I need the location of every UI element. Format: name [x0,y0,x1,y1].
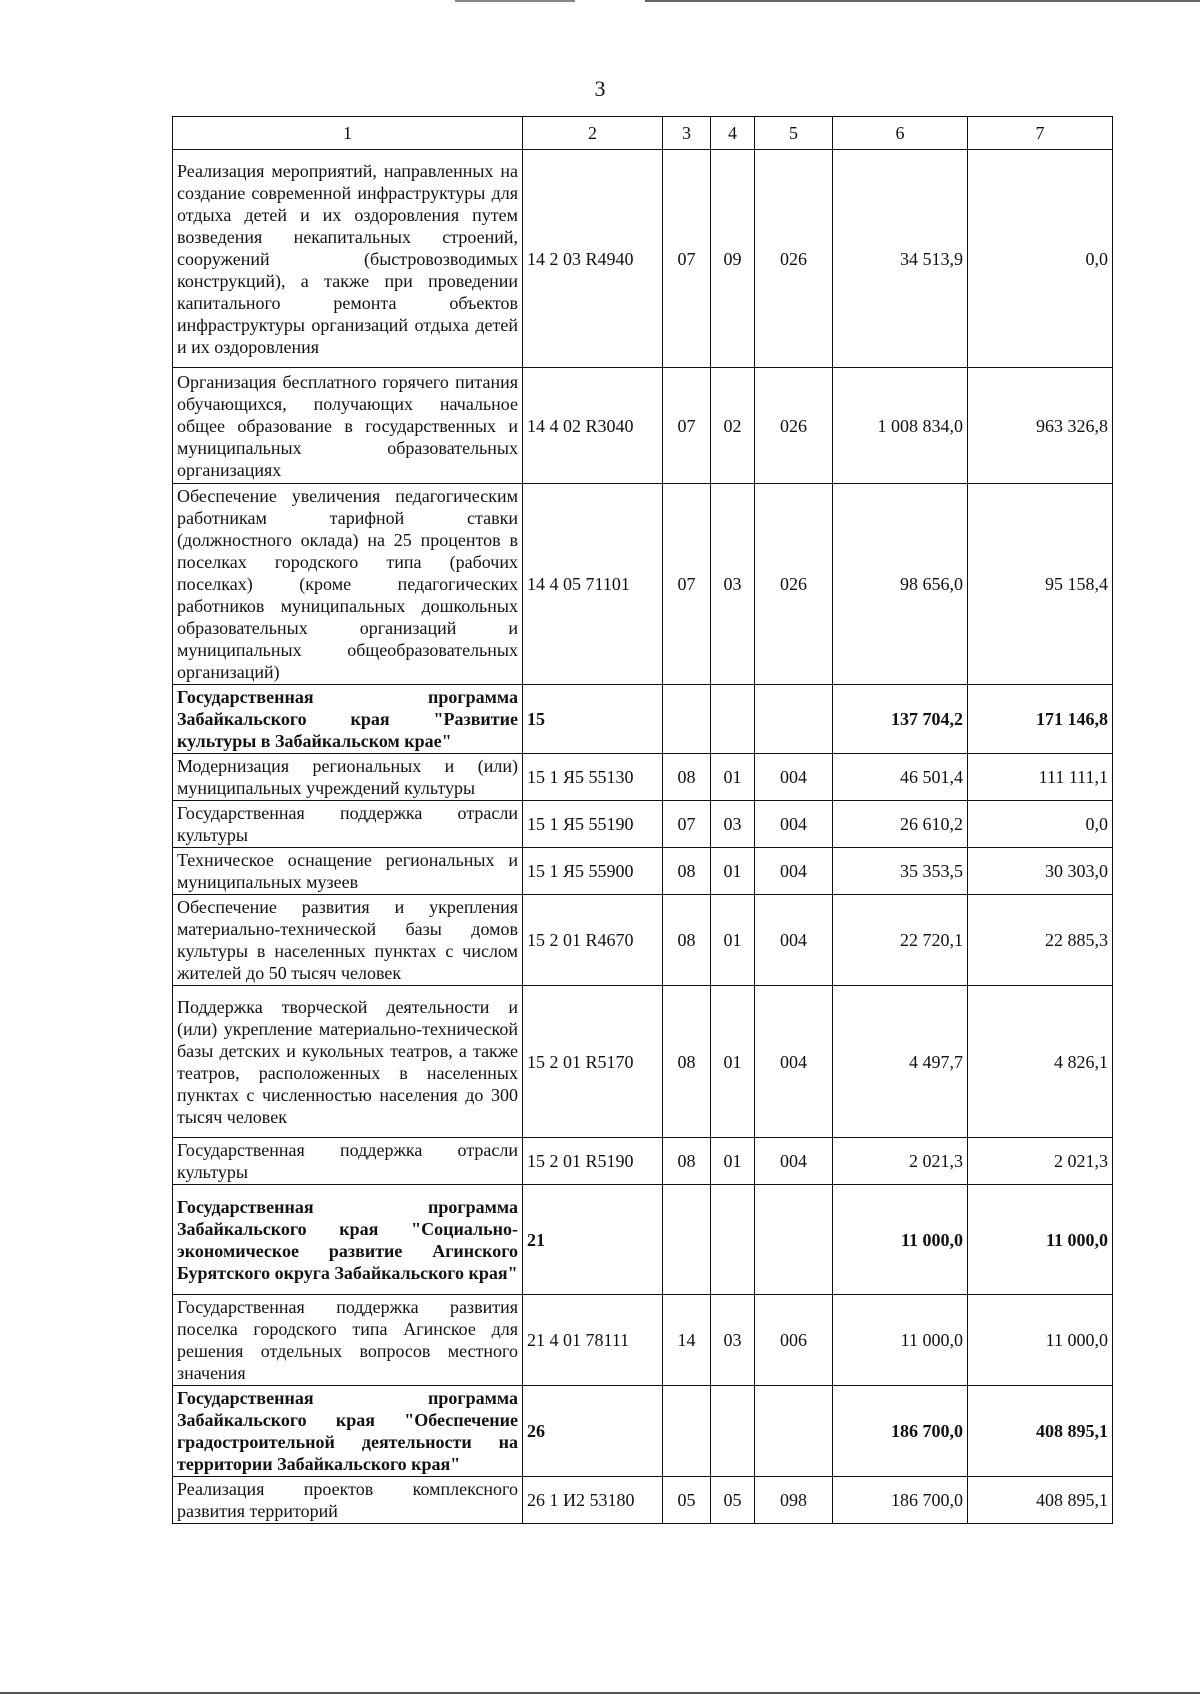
row-amount-cell: 186 700,0 [833,1386,968,1477]
row-name-cell: Государственная программа Забайкальского края "Социально-экономическое развитие Агинского Бурятского округа Забайкальского края" [173,1185,523,1295]
row-name-cell: Государственная программа Забайкальского края "Обеспечение градостроительной деятельности на территории Забайкальского края" [173,1386,523,1477]
table-row [173,1185,1113,1295]
row-section-cell: 08 [663,895,711,986]
row-amount-next-cell: 95 158,4 [968,484,1113,685]
table-row [173,801,1113,848]
row-section-cell: 08 [663,754,711,801]
row-expense-type-cell: 006 [755,1295,833,1386]
row-code-cell: 14 4 02 R3040 [523,368,663,484]
table-row [173,1386,1113,1477]
row-section-cell: 07 [663,368,711,484]
table-row [173,484,1113,685]
table-row [173,1138,1113,1185]
row-subsection-cell: 03 [711,484,755,685]
row-expense-type-cell: 004 [755,895,833,986]
scan-artifact-top-right [645,0,1200,2]
row-subsection-cell: 09 [711,150,755,368]
table-row [173,754,1113,801]
row-name-cell: Государственная поддержка развития поселка городского типа Агинское для решения отдельных вопросов местного значения [173,1295,523,1386]
row-amount-cell: 137 704,2 [833,685,968,754]
row-subsection-cell: 01 [711,986,755,1138]
row-amount-next-cell: 30 303,0 [968,848,1113,895]
row-code-cell: 15 2 01 R5190 [523,1138,663,1185]
page-number: 3 [594,76,606,101]
row-code-cell: 15 1 Я5 55190 [523,801,663,848]
row-name-cell: Организация бесплатного горячего питания обучающихся, получающих начальное общее образование в государственных и муниципальных образовательных организациях [173,368,523,484]
row-subsection-cell: 01 [711,895,755,986]
row-subsection-cell: 03 [711,1295,755,1386]
table-row [173,848,1113,895]
row-amount-cell: 46 501,4 [833,754,968,801]
row-expense-type-cell: 004 [755,754,833,801]
row-amount-next-cell: 11 000,0 [968,1295,1113,1386]
row-name-cell: Обеспечение развития и укрепления материально-технической базы домов культуры в населенных пунктах с числом жителей до 50 тысяч человек [173,895,523,986]
row-section-cell: 05 [663,1477,711,1524]
row-amount-cell: 4 497,7 [833,986,968,1138]
row-name-cell: Обеспечение увеличения педагогическим работникам тарифной ставки (должностного оклада) на 25 процентов в поселках городского типа (рабочих поселках) (кроме педагогических работников муниципальных дошкольных образовательных организаций и муниципальных общеобразовательных организаций) [173,484,523,685]
row-section-cell: 08 [663,986,711,1138]
scan-artifact-bottom [0,1692,1200,1694]
row-expense-type-cell [755,1185,833,1295]
row-name-cell: Реализация проектов комплексного развития территорий [173,1477,523,1524]
row-subsection-cell [711,685,755,754]
row-subsection-cell: 03 [711,801,755,848]
row-expense-type-cell: 026 [755,150,833,368]
row-amount-cell: 2 021,3 [833,1138,968,1185]
row-amount-next-cell: 11 000,0 [968,1185,1113,1295]
row-code-cell: 26 [523,1386,663,1477]
column-header: 2 [523,117,663,150]
row-section-cell [663,1386,711,1477]
table-body [173,150,1113,1524]
row-code-cell: 21 [523,1185,663,1295]
row-amount-cell: 186 700,0 [833,1477,968,1524]
row-amount-cell: 34 513,9 [833,150,968,368]
row-section-cell: 07 [663,484,711,685]
row-subsection-cell: 02 [711,368,755,484]
row-amount-cell: 11 000,0 [833,1185,968,1295]
row-expense-type-cell: 026 [755,368,833,484]
row-subsection-cell [711,1386,755,1477]
row-subsection-cell [711,1185,755,1295]
table-row [173,1295,1113,1386]
row-name-cell: Техническое оснащение региональных и муниципальных музеев [173,848,523,895]
row-amount-next-cell: 2 021,3 [968,1138,1113,1185]
row-name-cell: Государственная поддержка отрасли культуры [173,1138,523,1185]
column-number-row [173,117,1113,150]
column-header: 6 [833,117,968,150]
row-code-cell: 26 1 И2 53180 [523,1477,663,1524]
row-amount-next-cell: 4 826,1 [968,986,1113,1138]
row-code-cell: 14 4 05 71101 [523,484,663,685]
row-amount-cell: 26 610,2 [833,801,968,848]
row-name-cell: Государственная программа Забайкальского края "Развитие культуры в Забайкальском крае" [173,685,523,754]
row-section-cell: 08 [663,848,711,895]
row-amount-cell: 98 656,0 [833,484,968,685]
row-expense-type-cell: 004 [755,986,833,1138]
row-section-cell: 07 [663,150,711,368]
table-row [173,986,1113,1138]
row-name-cell: Поддержка творческой деятельности и (или) укрепление материально-технической базы детских и кукольных театров, а также театров, расположенных в населенных пунктах с численностью населения до 300 тысяч человек [173,986,523,1138]
row-subsection-cell: 01 [711,754,755,801]
row-amount-cell: 1 008 834,0 [833,368,968,484]
column-header: 1 [173,117,523,150]
row-code-cell: 15 2 01 R4670 [523,895,663,986]
row-name-cell: Реализация мероприятий, направленных на создание современной инфраструктуры для отдыха детей и их оздоровления путем возведения некапитальных строений, сооружений (быстровозводимых конструкций), а также при проведении капитального ремонта объектов инфраструктуры организаций отдыха детей и их оздоровления [173,150,523,368]
table-row [173,150,1113,368]
row-code-cell: 15 2 01 R5170 [523,986,663,1138]
column-header: 4 [711,117,755,150]
row-amount-next-cell: 111 111,1 [968,754,1113,801]
row-name-cell: Модернизация региональных и (или) муниципальных учреждений культуры [173,754,523,801]
row-section-cell [663,1185,711,1295]
row-expense-type-cell [755,685,833,754]
row-subsection-cell: 05 [711,1477,755,1524]
row-subsection-cell: 01 [711,848,755,895]
row-section-cell [663,685,711,754]
row-expense-type-cell: 098 [755,1477,833,1524]
row-section-cell: 08 [663,1138,711,1185]
row-expense-type-cell [755,1386,833,1477]
row-expense-type-cell: 004 [755,848,833,895]
row-section-cell: 14 [663,1295,711,1386]
table-row [173,368,1113,484]
row-expense-type-cell: 004 [755,801,833,848]
column-header: 7 [968,117,1113,150]
row-code-cell: 15 [523,685,663,754]
row-name-cell: Государственная поддержка отрасли культуры [173,801,523,848]
row-amount-next-cell: 171 146,8 [968,685,1113,754]
scan-artifact-top-left [455,0,575,2]
row-code-cell: 21 4 01 78111 [523,1295,663,1386]
row-section-cell: 07 [663,801,711,848]
row-code-cell: 15 1 Я5 55900 [523,848,663,895]
row-code-cell: 14 2 03 R4940 [523,150,663,368]
row-subsection-cell: 01 [711,1138,755,1185]
row-amount-next-cell: 963 326,8 [968,368,1113,484]
row-amount-next-cell: 22 885,3 [968,895,1113,986]
row-amount-next-cell: 0,0 [968,150,1113,368]
row-amount-cell: 22 720,1 [833,895,968,986]
row-code-cell: 15 1 Я5 55130 [523,754,663,801]
row-amount-next-cell: 408 895,1 [968,1477,1113,1524]
row-amount-next-cell: 408 895,1 [968,1386,1113,1477]
row-amount-cell: 35 353,5 [833,848,968,895]
column-header: 5 [755,117,833,150]
row-expense-type-cell: 026 [755,484,833,685]
table-row [173,1477,1113,1524]
row-expense-type-cell: 004 [755,1138,833,1185]
budget-table [172,116,1113,1524]
table-row [173,895,1113,986]
row-amount-cell: 11 000,0 [833,1295,968,1386]
row-amount-next-cell: 0,0 [968,801,1113,848]
table-row [173,685,1113,754]
column-header: 3 [663,117,711,150]
